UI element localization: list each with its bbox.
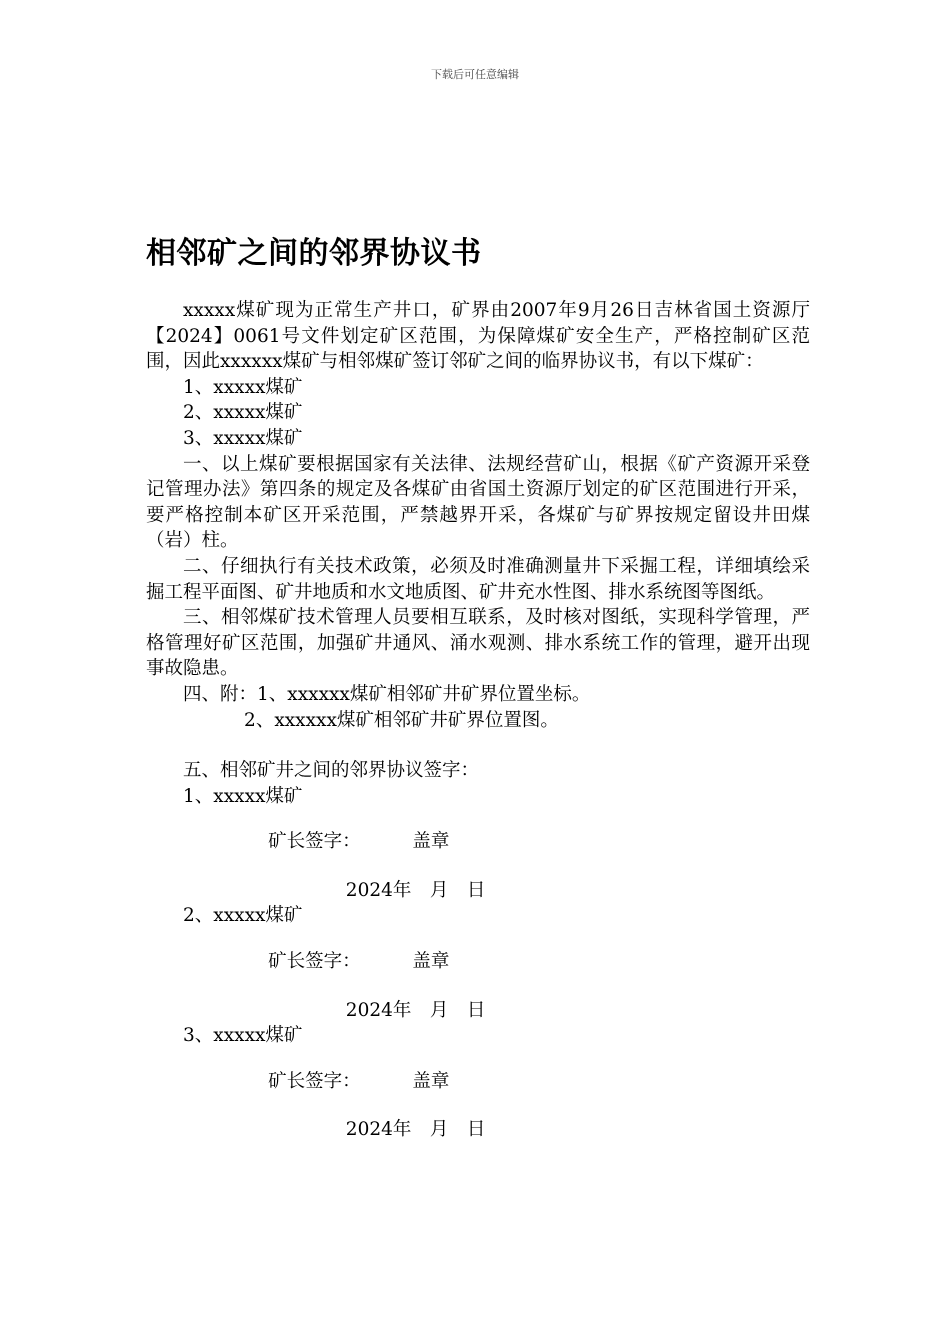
signature-block-3 [146, 1023, 810, 1143]
clause-1: 一、以上煤矿要根据国家有关法律、法规经营矿山，根据《矿产资源开采登记管理办法》第四条的规定及各煤矿由省国土资源厅划定的矿区范围进行开采，要严格控制本矿区开采范围，严禁越界开采，各煤矿与矿界按规定留设井田煤（岩）柱。 [146, 453, 810, 552]
date-line [146, 878, 810, 904]
date-line [146, 998, 810, 1024]
date-year: 2024年 [345, 879, 412, 901]
signature-mine-name: 3、xxxxx煤矿 [183, 1025, 303, 1047]
document-title: 相邻矿之间的邻界协议书 [146, 236, 482, 271]
clause-2: 二、仔细执行有关技术政策，必须及时准确测量井下采掘工程，详细填绘采掘工程平面图、矿井地质和水文地质图、矿井充水性图、排水系统图等图纸。 [146, 555, 810, 603]
mine-list-item: 2、xxxxx煤矿 [183, 402, 303, 424]
date-month: 月 [429, 1119, 449, 1141]
document-body [146, 298, 810, 1143]
spacer [146, 733, 810, 758]
date-day: 日 [466, 999, 486, 1021]
date-month: 月 [429, 879, 449, 901]
signature-line [146, 829, 810, 855]
date-day: 日 [466, 1119, 486, 1141]
attachment-line-1: 四、附：1、xxxxxx煤矿相邻矿井矿界位置坐标。 [183, 683, 591, 705]
signature-mine-name: 1、xxxxx煤矿 [183, 785, 303, 807]
date-year: 2024年 [345, 999, 412, 1021]
date-line [146, 1117, 810, 1143]
director-sign-label: 矿长签字： [268, 831, 361, 853]
attachment-line-2: 2、xxxxxx煤矿相邻矿井矿界位置图。 [244, 709, 559, 731]
director-sign-label: 矿长签字： [268, 951, 361, 973]
signature-line [146, 949, 810, 975]
signature-block-1 [146, 784, 810, 904]
stamp-label: 盖章 [412, 831, 450, 853]
stamp-label: 盖章 [412, 1070, 450, 1092]
page-header-note: 下载后可任意编辑 [431, 68, 519, 81]
date-month: 月 [429, 999, 449, 1021]
date-year: 2024年 [345, 1119, 412, 1141]
signature-line [146, 1069, 810, 1095]
signature-block-2 [146, 903, 810, 1023]
stamp-label: 盖章 [412, 951, 450, 973]
mine-list-item: 1、xxxxx煤矿 [183, 376, 303, 398]
date-day: 日 [466, 879, 486, 901]
director-sign-label: 矿长签字： [268, 1070, 361, 1092]
signature-heading: 五、相邻矿井之间的邻界协议签字： [183, 760, 480, 782]
clause-3: 三、相邻煤矿技术管理人员要相互联系，及时核对图纸，实现科学管理，严格管理好矿区范围，加强矿井通风、涌水观测、排水系统工作的管理，避开出现事故隐患。 [146, 607, 810, 680]
signature-mine-name: 2、xxxxx煤矿 [183, 905, 303, 927]
mine-list-item: 3、xxxxx煤矿 [183, 427, 303, 449]
intro-paragraph: xxxxx煤矿现为正常生产井口，矿界由2007年9月26日吉林省国土资源厅【2024】0061号文件划定矿区范围，为保障煤矿安全生产，严格控制矿区范围，因此xxxxxx煤矿与相邻煤矿签订邻矿之间的临界协议书，有以下煤矿： [146, 300, 810, 373]
